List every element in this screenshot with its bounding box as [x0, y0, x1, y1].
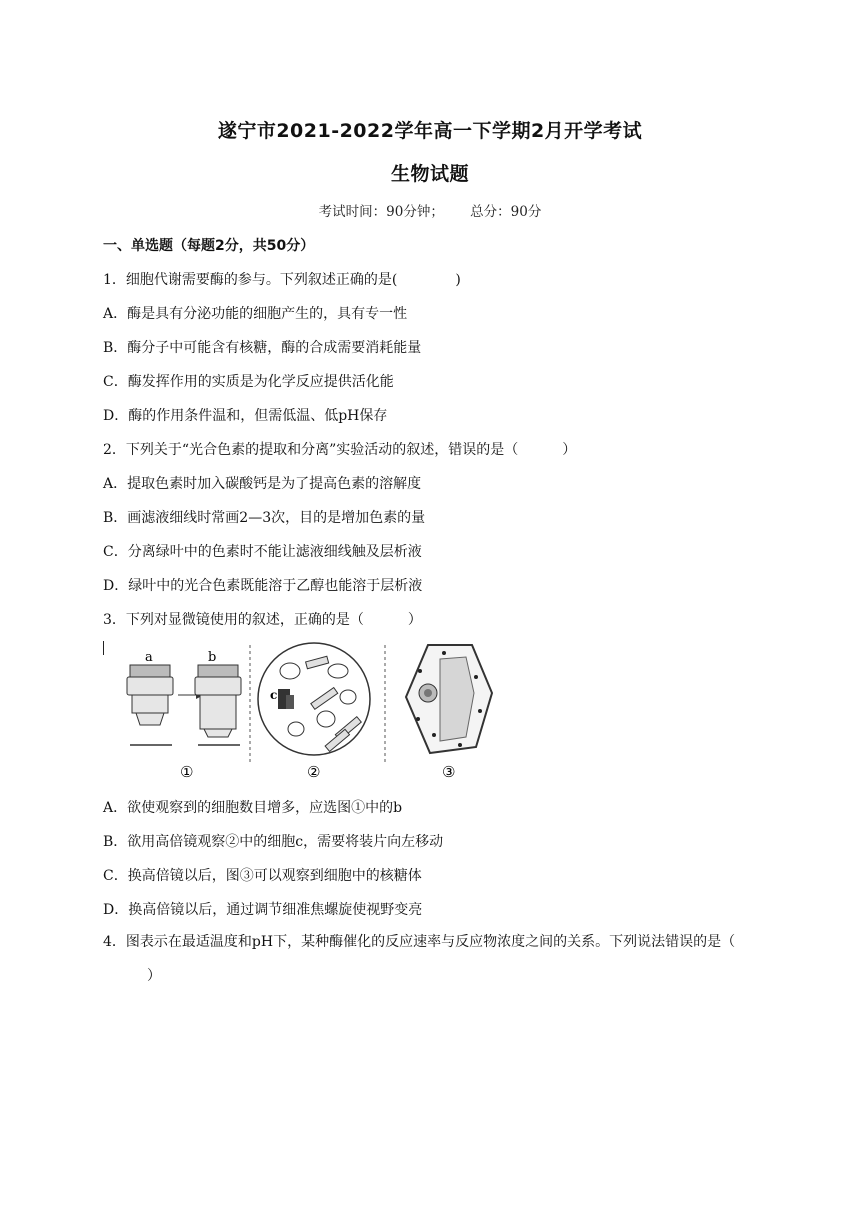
cell-c-cluster — [286, 695, 294, 709]
question-3-option-b: B．欲用高倍镜观察②中的细胞c，需要将装片向左移动 — [103, 834, 444, 850]
panel-1-objectives — [127, 650, 241, 781]
question-1-option-d: D．酶的作用条件温和，但需低温、低pH保存 — [103, 408, 388, 424]
chloroplast — [474, 675, 478, 679]
question-3-option-c: C．换高倍镜以后，图③可以观察到细胞中的核糖体 — [103, 868, 422, 884]
objective-a-cap — [130, 665, 170, 677]
panel-1-label: ① — [180, 763, 194, 781]
microscope-figure — [100, 637, 500, 787]
panel-3-plant-cell — [406, 645, 492, 781]
question-3-option-d: D．换高倍镜以后，通过调节细准焦螺旋使视野变亮 — [103, 902, 423, 918]
chloroplast — [418, 669, 422, 673]
panel-2-field-of-view — [258, 643, 370, 781]
objective-b-tip — [204, 729, 232, 737]
question-2-option-d: D．绿叶中的光合色素既能溶于乙醇也能溶于层析液 — [103, 578, 423, 594]
chloroplast — [458, 743, 462, 747]
label-c: c — [270, 688, 278, 702]
question-1-option-b: B．酶分子中可能含有核糖，酶的合成需要消耗能量 — [103, 340, 422, 356]
chloroplast — [416, 717, 420, 721]
total-score: 总分：90分 — [470, 204, 542, 220]
question-1-option-c: C．酶发挥作用的实质是为化学反应提供活化能 — [103, 374, 394, 390]
question-3-stem: 3．下列对显微镜使用的叙述，正确的是（ ） — [103, 612, 422, 628]
question-3-option-a: A．欲使观察到的细胞数目增多，应选图①中的b — [103, 800, 403, 816]
objective-b-lower — [200, 695, 236, 729]
chloroplast — [442, 651, 446, 655]
question-1-stem: 1．细胞代谢需要酶的参与。下列叙述正确的是( ) — [103, 272, 461, 288]
label-b: b — [208, 650, 217, 665]
objective-a-tip — [136, 713, 164, 725]
page-title: 遂宁市2021-2022学年高一下学期2月开学考试 — [217, 120, 643, 142]
objective-a-lower — [132, 695, 168, 713]
chloroplast — [478, 709, 482, 713]
objective-b-cap — [198, 665, 238, 677]
question-2-option-a: A．提取色素时加入碳酸钙是为了提高色素的溶解度 — [103, 476, 422, 492]
objective-b-body — [195, 677, 241, 695]
panel-3-label: ③ — [442, 763, 456, 781]
page-subtitle: 生物试题 — [390, 163, 469, 185]
label-a: a — [145, 650, 153, 665]
nucleolus — [424, 689, 432, 697]
exam-time: 考试时间：90分钟； — [318, 204, 444, 220]
question-2-stem: 2．下列关于“光合色素的提取和分离”实验活动的叙述，错误的是（ ） — [103, 442, 577, 458]
section-title: 一、单选题（每题2分，共50分） — [103, 238, 315, 254]
question-2-option-b: B．画滤液细线时常画2—3次，目的是增加色素的量 — [103, 510, 426, 526]
question-4-stem: 4．图表示在最适温度和pH下，某种酶催化的反应速率与反应物浓度之间的关系。下列说法错误的是（） — [103, 934, 736, 984]
panel-2-label: ② — [307, 763, 321, 781]
question-2-option-c: C．分离绿叶中的色素时不能让滤液细线触及层析液 — [103, 544, 422, 560]
chloroplast — [432, 733, 436, 737]
objective-a-body — [127, 677, 173, 695]
exam-meta — [0, 200, 860, 220]
question-1-option-a: A．酶是具有分泌功能的细胞产生的，具有专一性 — [103, 306, 408, 322]
